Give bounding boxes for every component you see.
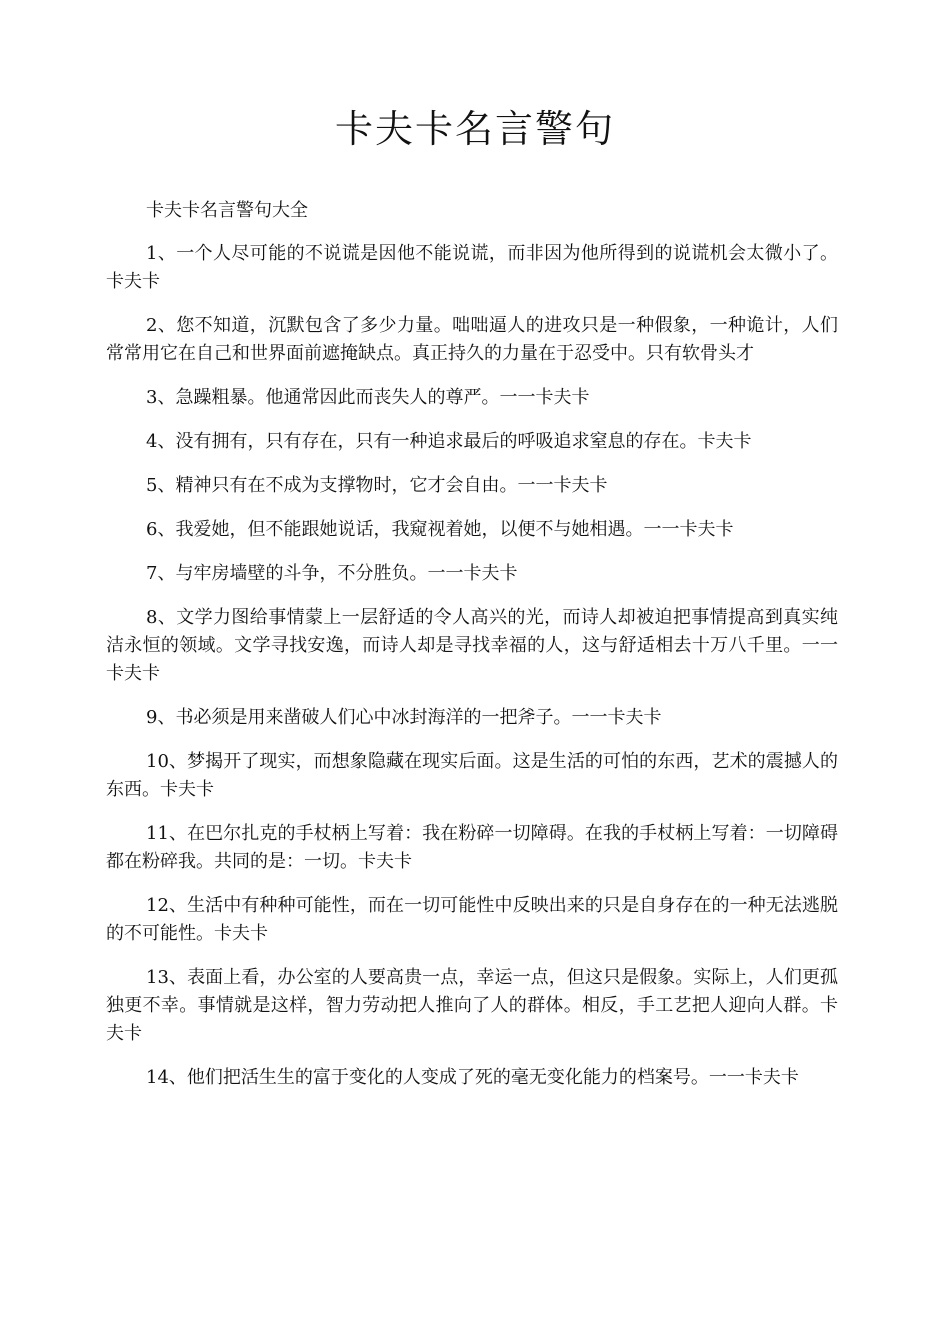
quote-4: 4、没有拥有，只有存在，只有一种追求最后的呼吸追求窒息的存在。卡夫卡	[146, 431, 752, 452]
quote-10: 10、梦揭开了现实，而想象隐藏在现实后面。这是生活的可怕的东西，艺术的震撼人的东西。卡夫卡	[106, 751, 838, 800]
document-subtitle: 卡夫卡名言警句大全	[146, 200, 308, 221]
document-title: 卡夫卡名言警句	[334, 107, 615, 151]
quote-12: 12、生活中有种种可能性，而在一切可能性中反映出来的只是自身存在的一种无法逃脱的不可能性。卡夫卡	[106, 895, 838, 944]
quote-6: 6、我爱她，但不能跟她说话，我窥视着她，以便不与她相遇。一一卡夫卡	[146, 519, 734, 540]
quote-8: 8、文学力图给事情蒙上一层舒适的令人高兴的光，而诗人却被迫把事情提高到真实纯洁永恒的领域。文学寻找安逸，而诗人却是寻找幸福的人，这与舒适相去十万八千里。一一卡夫卡	[106, 607, 838, 684]
quote-3: 3、急躁粗暴。他通常因此而丧失人的尊严。一一卡夫卡	[146, 387, 590, 408]
quote-2: 2、您不知道，沉默包含了多少力量。咄咄逼人的进攻只是一种假象，一种诡计，人们常常用它在自己和世界面前遮掩缺点。真正持久的力量在于忍受中。只有软骨头才	[106, 315, 838, 364]
document-body	[106, 197, 838, 1108]
quote-9: 9、书必须是用来凿破人们心中冰封海洋的一把斧子。一一卡夫卡	[146, 707, 662, 728]
quote-13: 13、表面上看，办公室的人要高贵一点，幸运一点，但这只是假象。实际上，人们更孤独更不幸。事情就是这样，智力劳动把人推向了人的群体。相反，手工艺把人迎向人群。卡夫卡	[106, 967, 838, 1044]
quote-7: 7、与牢房墙壁的斗争，不分胜负。一一卡夫卡	[146, 563, 518, 584]
quote-5: 5、精神只有在不成为支撑物时，它才会自由。一一卡夫卡	[146, 475, 608, 496]
quote-11: 11、在巴尔扎克的手杖柄上写着：我在粉碎一切障碍。在我的手杖柄上写着：一切障碍都在粉碎我。共同的是：一切。卡夫卡	[106, 823, 838, 872]
quote-14: 14、他们把活生生的富于变化的人变成了死的毫无变化能力的档案号。一一卡夫卡	[146, 1067, 799, 1088]
quote-1: 1、一个人尽可能的不说谎是因他不能说谎，而非因为他所得到的说谎机会太微小了。卡夫卡	[106, 243, 838, 292]
